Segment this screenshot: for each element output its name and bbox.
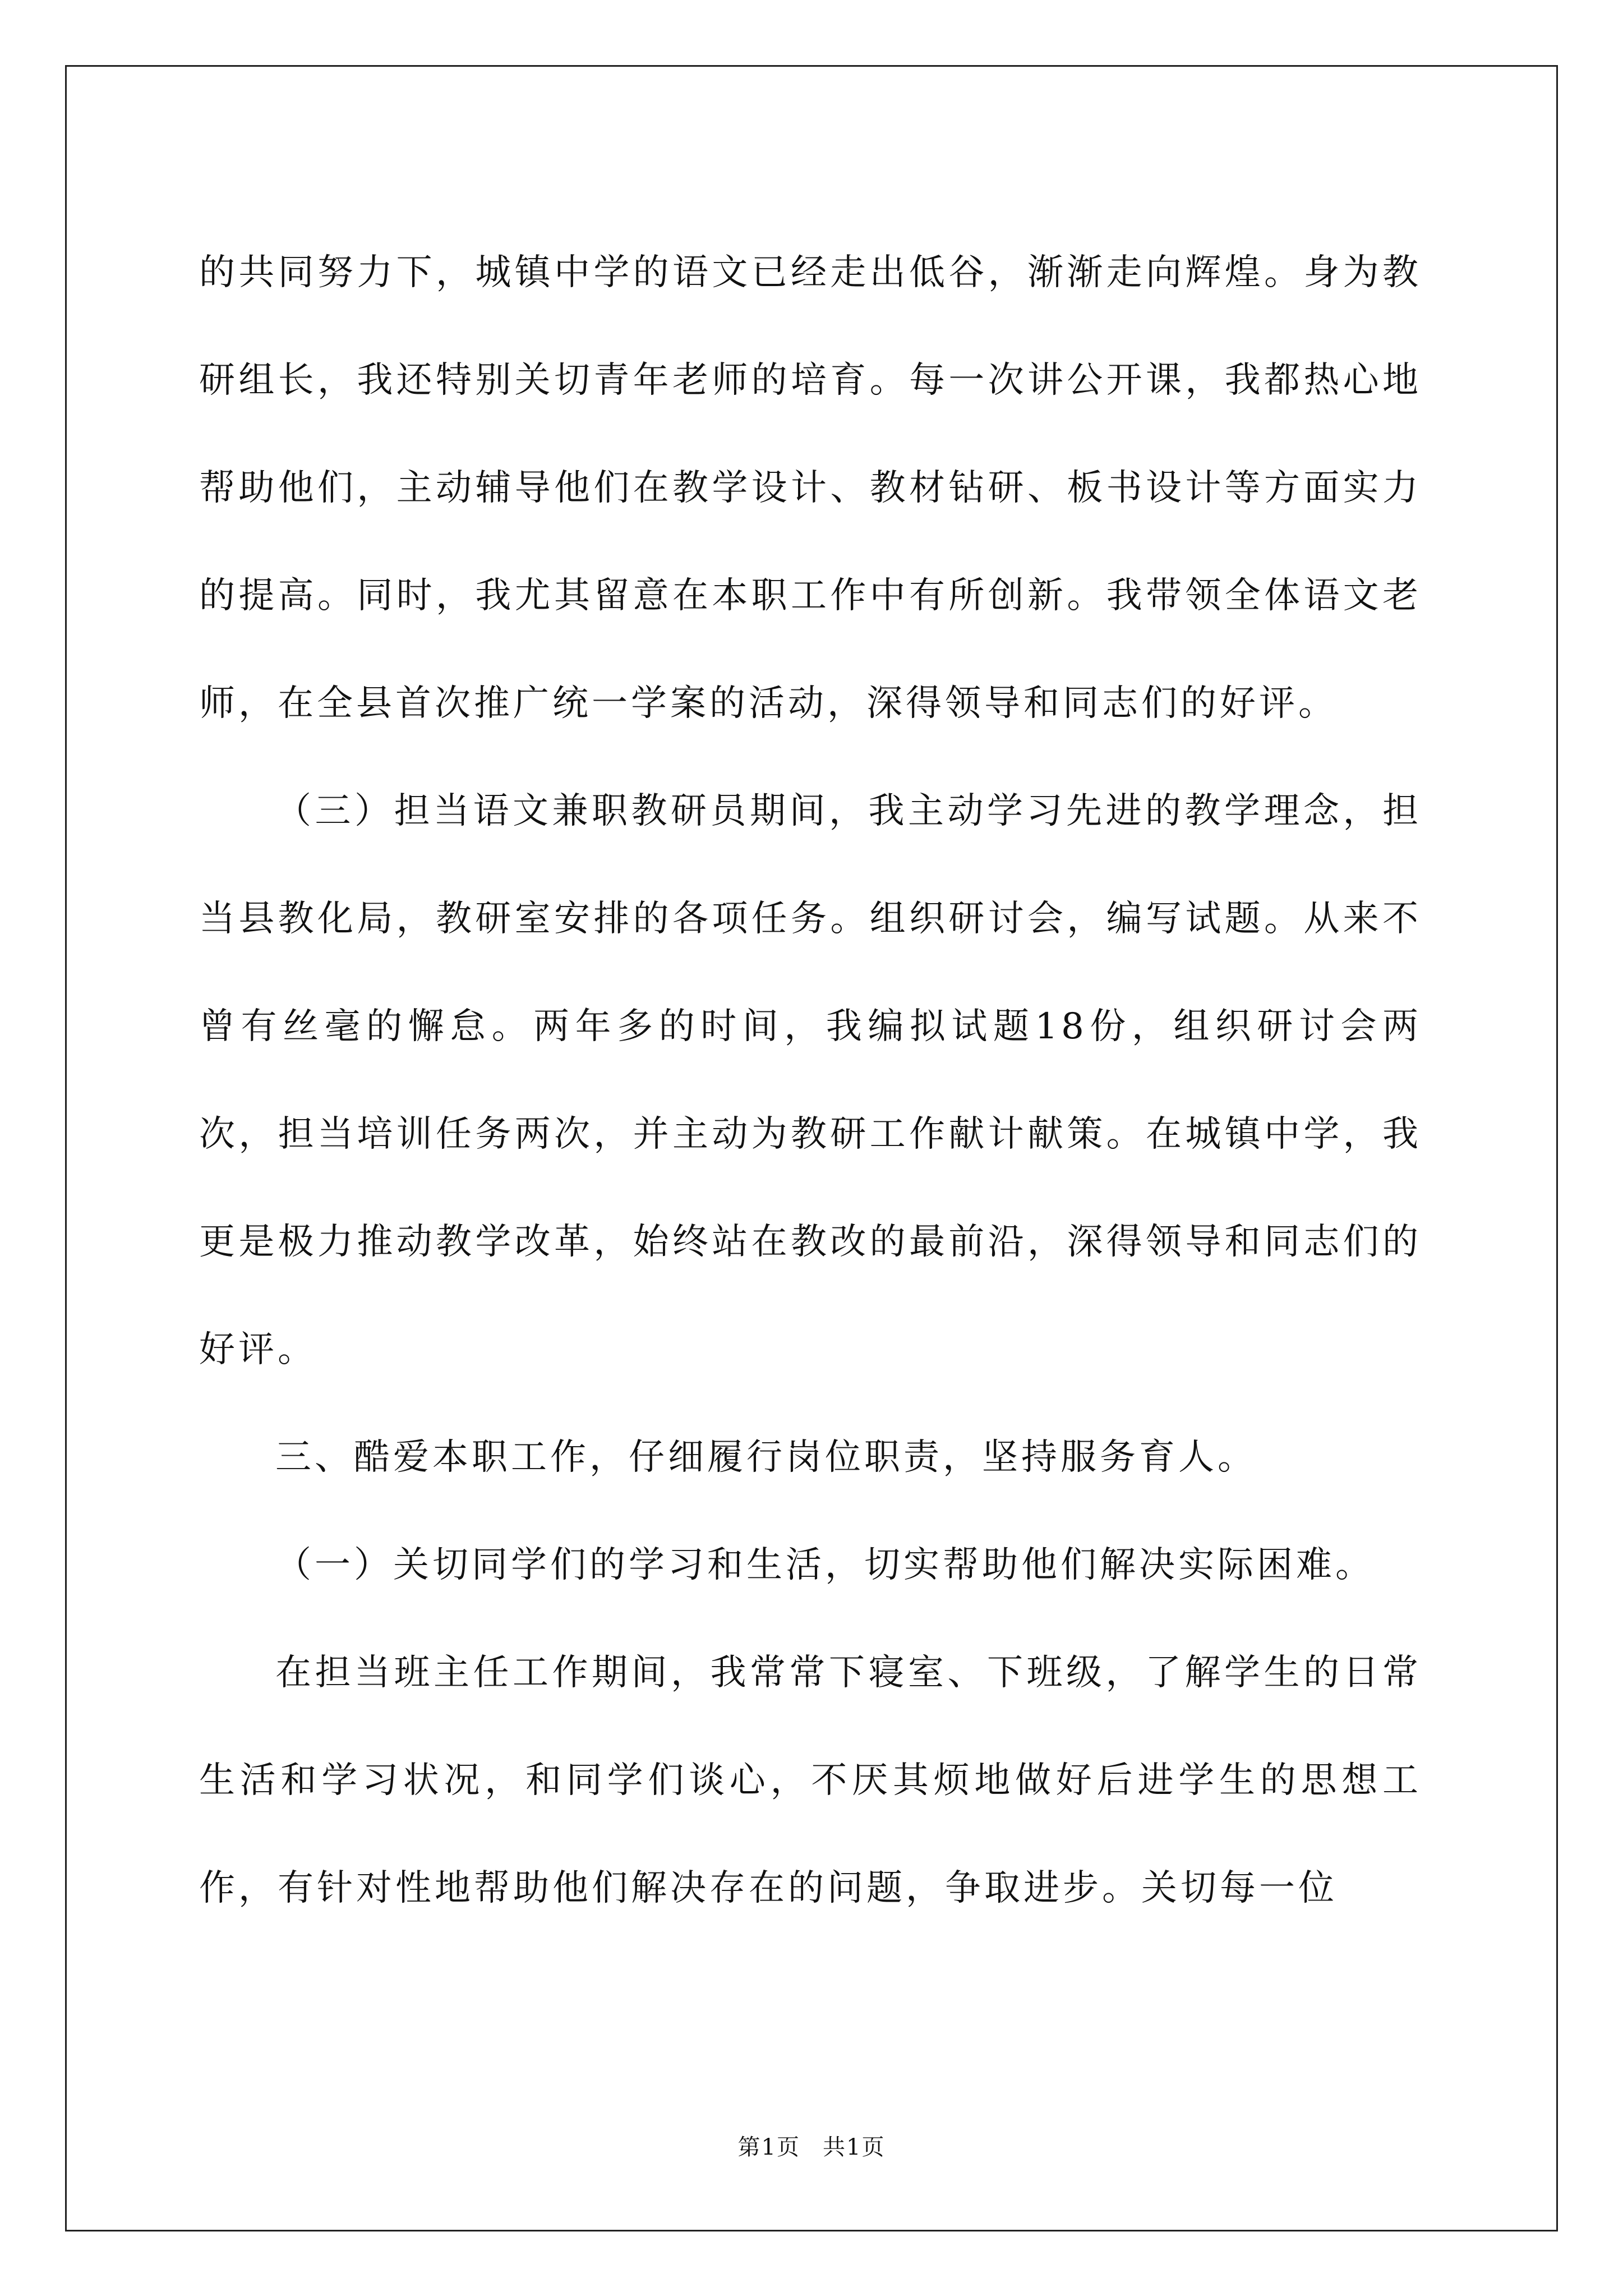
paragraph-1: 的共同努力下，城镇中学的语文已经走出低谷，渐渐走向辉煌。身为教研组长，我还特别关切青年老师的培育。每一次讲公开课，我都热心地帮助他们，主动辅导他们在教学设计、教材钻研、板书设计等方面实力的提高。同时，我尤其留意在本职工作中有所创新。我带领全体语文老师，在全县首次推广统一学案的活动，深得领导和同志们的好评。: [199, 252, 1422, 724]
document-body: [199, 219, 1422, 1942]
page-footer: [0, 2129, 1623, 2161]
paragraph-4-subheading: （一）关切同学们的学习和生活，切实帮助他们解决实际困难。: [275, 1544, 1375, 1586]
paragraph-5: 在担当班主任工作期间，我常常下寝室、下班级，了解学生的日常生活和学习状况，和同学们谈心，不厌其烦地做好后进学生的思想工作，有针对性地帮助他们解决存在的问题，争取进步。关切每一位: [199, 1652, 1422, 1909]
page-total: 共1页: [823, 2134, 886, 2160]
page-number: 第1页: [737, 2134, 800, 2160]
paragraph-3-heading: 三、酷爱本职工作，仔细履行岗位职责，坚持服务育人。: [275, 1437, 1257, 1478]
paragraph-2: （三）担当语文兼职教研员期间，我主动学习先进的教学理念，担当县教化局，教研室安排的各项任务。组织研讨会，编写试题。从来不曾有丝毫的懈怠。两年多的时间，我编拟试题18份，组织研讨会两次，担当培训任务两次，并主动为教研工作献计献策。在城镇中学，我更是极力推动教学改革，始终站在教改的最前沿，深得领导和同志们的好评。: [199, 790, 1422, 1370]
